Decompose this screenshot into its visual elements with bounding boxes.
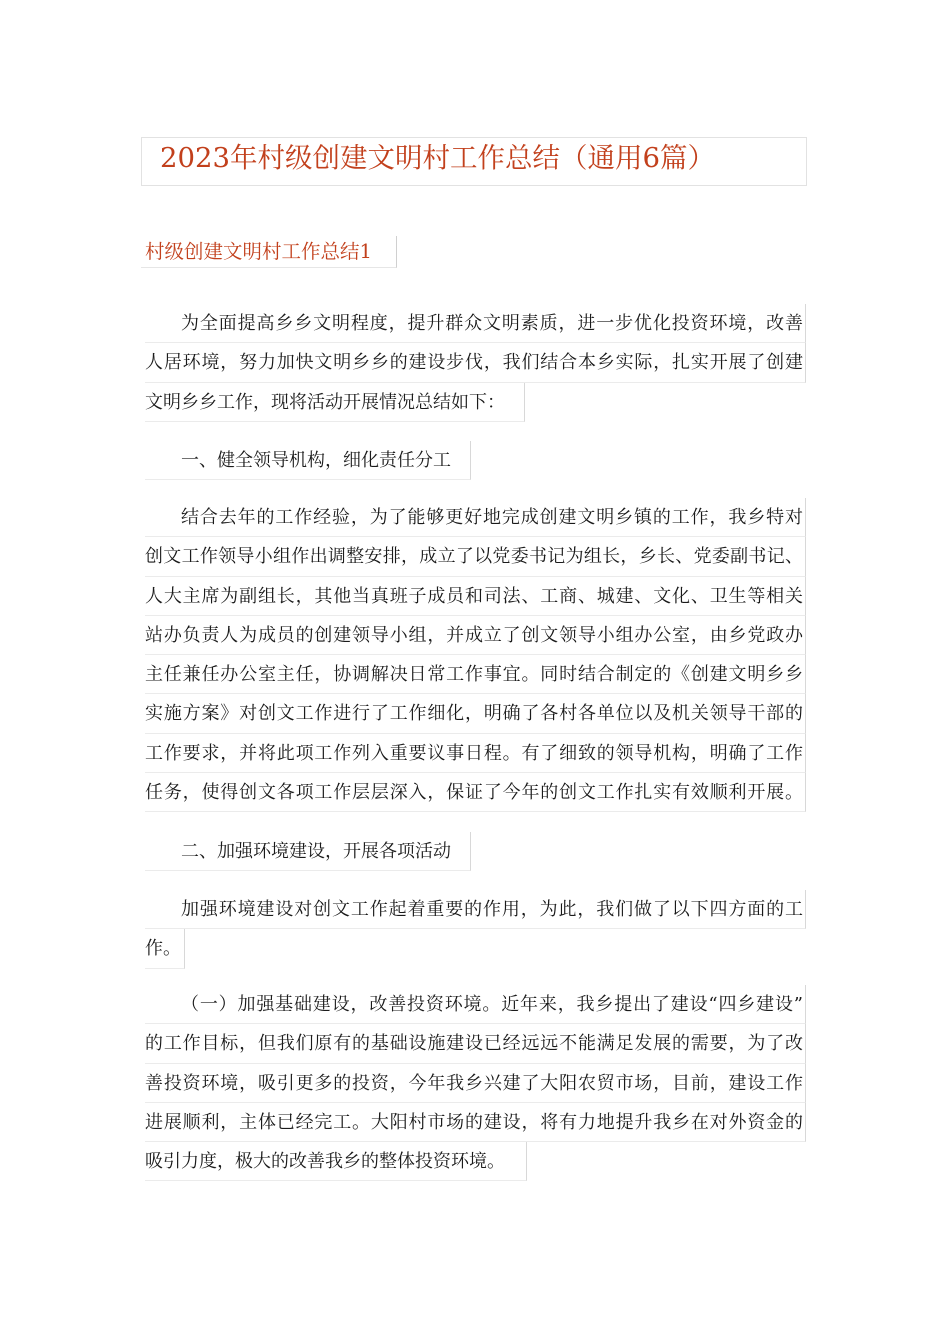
heading-one [145,441,805,480]
paragraph-line: 站办负责人为成员的创建领导小组，并成立了创文领导小组办公室，由乡党政办 [145,616,806,655]
paragraph-line: 一、健全领导机构，细化责任分工 [145,441,471,480]
paragraph-line: 善投资环境，吸引更多的投资，今年我乡兴建了大阳农贸市场，目前，建设工作 [145,1064,806,1103]
paragraph-infrastructure [145,985,805,1181]
paragraph-line: 为全面提高乡乡文明程度，提升群众文明素质，进一步优化投资环境，改善 [145,304,806,343]
paragraph-intro [145,304,805,422]
paragraph-line: 加强环境建设对创文工作起着重要的作用，为此，我们做了以下四方面的工 [145,890,806,929]
paragraph-line: 文明乡乡工作，现将活动开展情况总结如下： [145,383,525,422]
paragraph-line: 任务，使得创文各项工作层层深入，保证了今年的创文工作扎实有效顺利开展。 [145,773,806,812]
paragraph-environment [145,890,805,969]
paragraph-line: 主任兼任办公室主任，协调解决日常工作事宜。同时结合制定的《创建文明乡乡 [145,655,806,694]
section-title: 村级创建文明村工作总结1 [145,240,372,263]
paragraph-line: 结合去年的工作经验，为了能够更好地完成创建文明乡镇的工作，我乡特对 [145,498,806,537]
paragraph-line: 工作要求，并将此项工作列入重要议事日程。有了细致的领导机构，明确了工作 [145,734,806,773]
paragraph-line: 进展顺利，主体已经完工。大阳村市场的建设，将有力地提升我乡在对外资金的 [145,1103,806,1142]
heading-two [145,832,805,871]
paragraph-line: 创文工作领导小组作出调整安排，成立了以党委书记为组长，乡长、党委副书记、 [145,537,806,576]
paragraph-line: 人居环境，努力加快文明乡乡的建设步伐，我们结合本乡实际，扎实开展了创建 [145,343,806,382]
paragraph-line: 二、加强环境建设，开展各项活动 [145,832,471,871]
paragraph-leadership [145,498,805,812]
paragraph-line: 实施方案》对创文工作进行了工作细化，明确了各村各单位以及机关领导干部的 [145,694,806,733]
paragraph-line: （一）加强基础建设，改善投资环境。近年来，我乡提出了建设“四乡建设” [145,985,806,1024]
paragraph-line: 的工作目标，但我们原有的基础设施建设已经远远不能满足发展的需要，为了改 [145,1024,806,1063]
paragraph-line: 吸引力度，极大的改善我乡的整体投资环境。 [145,1142,527,1181]
document-title: 2023年村级创建文明村工作总结（通用6篇） [160,142,715,174]
paragraph-line: 作。 [145,929,185,968]
paragraph-line: 人大主席为副组长，其他当真班子成员和司法、工商、城建、文化、卫生等相关 [145,577,806,616]
